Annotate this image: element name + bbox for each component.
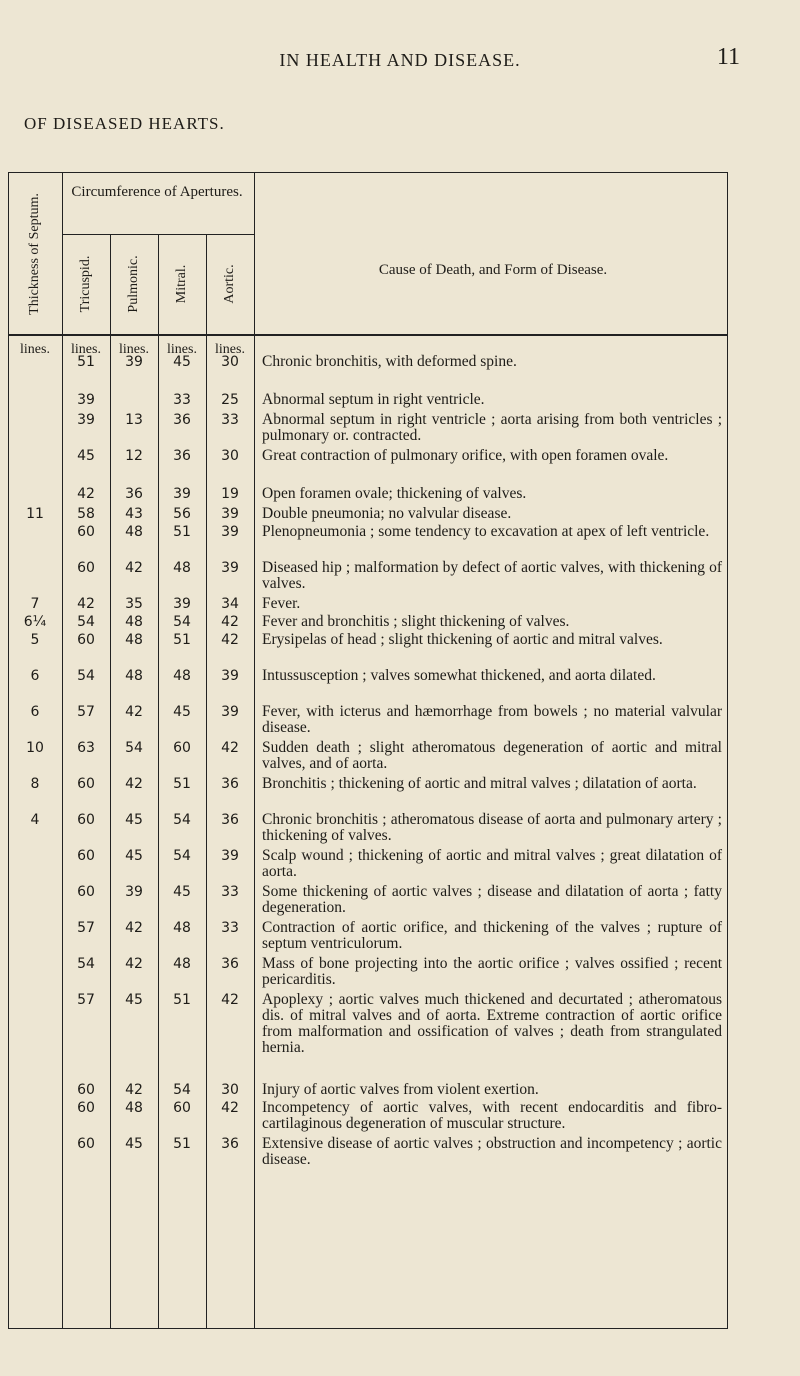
aortic-cell: 30 — [221, 354, 239, 370]
tricuspid-cell: 39 — [77, 412, 95, 428]
cause-cell: Abnormal septum in right ventricle ; aorta arising from both ventricles ; pulmonary or. contracted. — [262, 411, 722, 444]
septum-cell: 7 — [30, 596, 40, 612]
mitral-cell: 39 — [173, 596, 191, 612]
aortic-cell: 42 — [221, 632, 239, 648]
tricuspid-cell: 54 — [77, 614, 95, 630]
cause-cell: Plenopneumonia ; some tendency to excavation at apex of left ventricle. — [262, 523, 710, 540]
cause-cell: Injury of aortic valves from violent exertion. — [262, 1081, 539, 1098]
aortic-cell: 33 — [221, 884, 239, 900]
septum-cell: 4 — [30, 812, 40, 828]
mitral-cell: 54 — [173, 614, 191, 630]
cause-cell: Fever and bronchitis ; slight thickening of valves. — [262, 613, 570, 630]
mitral-cell: 36 — [173, 412, 191, 428]
aortic-cell: 33 — [221, 920, 239, 936]
aortic-cell: 39 — [221, 704, 239, 720]
pulmonic-cell: 45 — [125, 1136, 143, 1152]
septum-cell: 10 — [26, 740, 44, 756]
rule-col-5 — [254, 172, 255, 1329]
mitral-cell: 48 — [173, 668, 191, 684]
cause-cell: Extensive disease of aortic valves ; obstruction and incompetency ; aortic disease. — [262, 1135, 722, 1168]
aortic-cell: 42 — [221, 1100, 239, 1116]
septum-cell: 5 — [30, 632, 40, 648]
aortic-cell: 36 — [221, 1136, 239, 1152]
septum-cell: 6 — [30, 704, 40, 720]
tricuspid-cell: 60 — [77, 1100, 95, 1116]
header-tricuspid: Tricuspid. — [78, 255, 93, 313]
pulmonic-cell: 42 — [125, 920, 143, 936]
tricuspid-cell: 39 — [77, 392, 95, 408]
aortic-cell: 36 — [221, 956, 239, 972]
tricuspid-cell: 42 — [77, 486, 95, 502]
mitral-cell: 60 — [173, 1100, 191, 1116]
aortic-cell: 39 — [221, 848, 239, 864]
tricuspid-cell: 60 — [77, 560, 95, 576]
pulmonic-cell: 42 — [125, 704, 143, 720]
header-aortic: Aortic. — [222, 264, 237, 304]
septum-cell: 6¼ — [23, 614, 47, 630]
mitral-cell: 48 — [173, 920, 191, 936]
unit-thickness: lines. — [20, 342, 50, 357]
mitral-cell: 54 — [173, 1082, 191, 1098]
header-thickness: Thickness of Septum. — [27, 193, 42, 315]
tricuspid-cell: 51 — [77, 354, 95, 370]
rule-col-2 — [110, 234, 111, 1329]
pulmonic-cell: 39 — [125, 354, 143, 370]
mitral-cell: 36 — [173, 448, 191, 464]
tricuspid-cell: 60 — [77, 812, 95, 828]
cause-cell: Sudden death ; slight atheromatous degeneration of aortic and mitral valves, and of aorta. — [262, 739, 722, 772]
tricuspid-cell: 58 — [77, 506, 95, 522]
pulmonic-cell: 42 — [125, 776, 143, 792]
mitral-cell: 51 — [173, 776, 191, 792]
tricuspid-cell: 42 — [77, 596, 95, 612]
mitral-cell: 51 — [173, 992, 191, 1008]
tricuspid-cell: 57 — [77, 920, 95, 936]
cause-cell: Fever. — [262, 595, 301, 612]
tricuspid-cell: 60 — [77, 632, 95, 648]
mitral-cell: 60 — [173, 740, 191, 756]
mitral-cell: 45 — [173, 354, 191, 370]
septum-cell: 6 — [30, 668, 40, 684]
pulmonic-cell: 48 — [125, 614, 143, 630]
aortic-cell: 36 — [221, 812, 239, 828]
cause-cell: Contraction of aortic orifice, and thickening of the valves ; rupture of septum ventriculorum. — [262, 919, 722, 952]
aortic-cell: 33 — [221, 412, 239, 428]
pulmonic-cell: 43 — [125, 506, 143, 522]
pulmonic-cell: 54 — [125, 740, 143, 756]
cause-cell: Great contraction of pulmonary orifice, with open foramen ovale. — [262, 447, 669, 464]
pulmonic-cell: 48 — [125, 524, 143, 540]
tricuspid-cell: 57 — [77, 992, 95, 1008]
cause-cell: Some thickening of aortic valves ; disease and dilatation of aorta ; fatty degeneration. — [262, 883, 722, 916]
mitral-cell: 33 — [173, 392, 191, 408]
tricuspid-cell: 60 — [77, 848, 95, 864]
cause-cell: Mass of bone projecting into the aortic orifice ; valves ossified ; recent pericarditis. — [262, 955, 722, 988]
mitral-cell: 51 — [173, 524, 191, 540]
pulmonic-cell: 42 — [125, 956, 143, 972]
cause-cell: Chronic bronchitis ; atheromatous disease of aorta and pulmonary artery ; thickening of valves. — [262, 811, 722, 844]
rule-col-4 — [206, 234, 207, 1329]
running-title: IN HEALTH AND DISEASE. — [279, 50, 521, 70]
mitral-cell: 54 — [173, 812, 191, 828]
rule-col-3 — [158, 234, 159, 1329]
pulmonic-cell: 12 — [125, 448, 143, 464]
unit-pulmonic: lines. — [119, 342, 149, 357]
cause-cell: Scalp wound ; thickening of aortic and mitral valves ; great dilatation of aorta. — [262, 847, 722, 880]
table-caption: OF DISEASED HEARTS. — [24, 114, 225, 133]
tricuspid-cell: 60 — [77, 1136, 95, 1152]
pulmonic-cell: 13 — [125, 412, 143, 428]
header-pulmonic: Pulmonic. — [126, 255, 141, 313]
mitral-cell: 45 — [173, 704, 191, 720]
pulmonic-cell: 39 — [125, 884, 143, 900]
tricuspid-cell: 57 — [77, 704, 95, 720]
aortic-cell: 25 — [221, 392, 239, 408]
aortic-cell: 42 — [221, 614, 239, 630]
aortic-cell: 19 — [221, 486, 239, 502]
tricuspid-cell: 60 — [77, 524, 95, 540]
aortic-cell: 39 — [221, 560, 239, 576]
tricuspid-cell: 60 — [77, 884, 95, 900]
aortic-cell: 34 — [221, 596, 239, 612]
aortic-cell: 30 — [221, 1082, 239, 1098]
cause-cell: Double pneumonia; no valvular disease. — [262, 505, 512, 522]
header-cause: Cause of Death, and Form of Disease. — [378, 262, 608, 278]
aortic-cell: 30 — [221, 448, 239, 464]
septum-cell: 8 — [30, 776, 40, 792]
cause-cell: Erysipelas of head ; slight thickening of aortic and mitral valves. — [262, 631, 663, 648]
pulmonic-cell: 45 — [125, 812, 143, 828]
pulmonic-cell: 45 — [125, 848, 143, 864]
pulmonic-cell: 48 — [125, 632, 143, 648]
rule-col-6 — [727, 172, 728, 1329]
rule-top — [8, 172, 728, 173]
pulmonic-cell: 36 — [125, 486, 143, 502]
tricuspid-cell: 63 — [77, 740, 95, 756]
unit-mitral: lines. — [167, 342, 197, 357]
page-number: 11 — [716, 44, 740, 70]
cause-cell: Incompetency of aortic valves, with recent endocarditis and fibro-cartilaginous degeneration of muscular structure. — [262, 1099, 722, 1132]
unit-tricuspid: lines. — [71, 342, 101, 357]
mitral-cell: 45 — [173, 884, 191, 900]
aortic-cell: 36 — [221, 776, 239, 792]
mitral-cell: 51 — [173, 632, 191, 648]
header-mitral: Mitral. — [174, 264, 189, 304]
cause-cell: Bronchitis ; thickening of aortic and mitral valves ; dilatation of aorta. — [262, 775, 697, 792]
aortic-cell: 39 — [221, 524, 239, 540]
rule-bottom — [8, 1328, 728, 1329]
mitral-cell: 48 — [173, 956, 191, 972]
cause-cell: Open foramen ovale; thickening of valves. — [262, 485, 527, 502]
tricuspid-cell: 60 — [77, 776, 95, 792]
pulmonic-cell: 48 — [125, 668, 143, 684]
cause-cell: Fever, with icterus and hæmorrhage from bowels ; no material valvular disease. — [262, 703, 722, 736]
tricuspid-cell: 54 — [77, 668, 95, 684]
aortic-cell: 42 — [221, 992, 239, 1008]
pulmonic-cell: 42 — [125, 1082, 143, 1098]
aortic-cell: 39 — [221, 506, 239, 522]
tricuspid-cell: 60 — [77, 1082, 95, 1098]
cause-cell: Intussusception ; valves somewhat thickened, and aorta dilated. — [262, 667, 656, 684]
aortic-cell: 39 — [221, 668, 239, 684]
mitral-cell: 56 — [173, 506, 191, 522]
tricuspid-cell: 54 — [77, 956, 95, 972]
disease-table — [8, 172, 728, 1330]
septum-cell: 11 — [26, 506, 44, 522]
pulmonic-cell: 48 — [125, 1100, 143, 1116]
cause-cell: Diseased hip ; malformation by defect of aortic valves, with thickening of valves. — [262, 559, 722, 592]
mitral-cell: 39 — [173, 486, 191, 502]
mitral-cell: 51 — [173, 1136, 191, 1152]
pulmonic-cell: 35 — [125, 596, 143, 612]
cause-cell: Chronic bronchitis, with deformed spine. — [262, 353, 517, 370]
rule-col-0 — [8, 172, 9, 1329]
pulmonic-cell: 45 — [125, 992, 143, 1008]
cause-cell: Apoplexy ; aortic valves much thickened and decurtated ; atheromatous dis. of mitral valves and of aorta. Extreme contraction of aortic orifice from malformation and ossification of valves ; death from strangulated hernia. — [262, 991, 722, 1056]
rule-header-bottom — [8, 334, 728, 336]
aortic-cell: 42 — [221, 740, 239, 756]
cause-cell: Abnormal septum in right ventricle. — [262, 391, 485, 408]
unit-aortic: lines. — [215, 342, 245, 357]
header-circumference: Circumference of Apertures. — [71, 184, 243, 200]
pulmonic-cell: 42 — [125, 560, 143, 576]
mitral-cell: 54 — [173, 848, 191, 864]
tricuspid-cell: 45 — [77, 448, 95, 464]
mitral-cell: 48 — [173, 560, 191, 576]
